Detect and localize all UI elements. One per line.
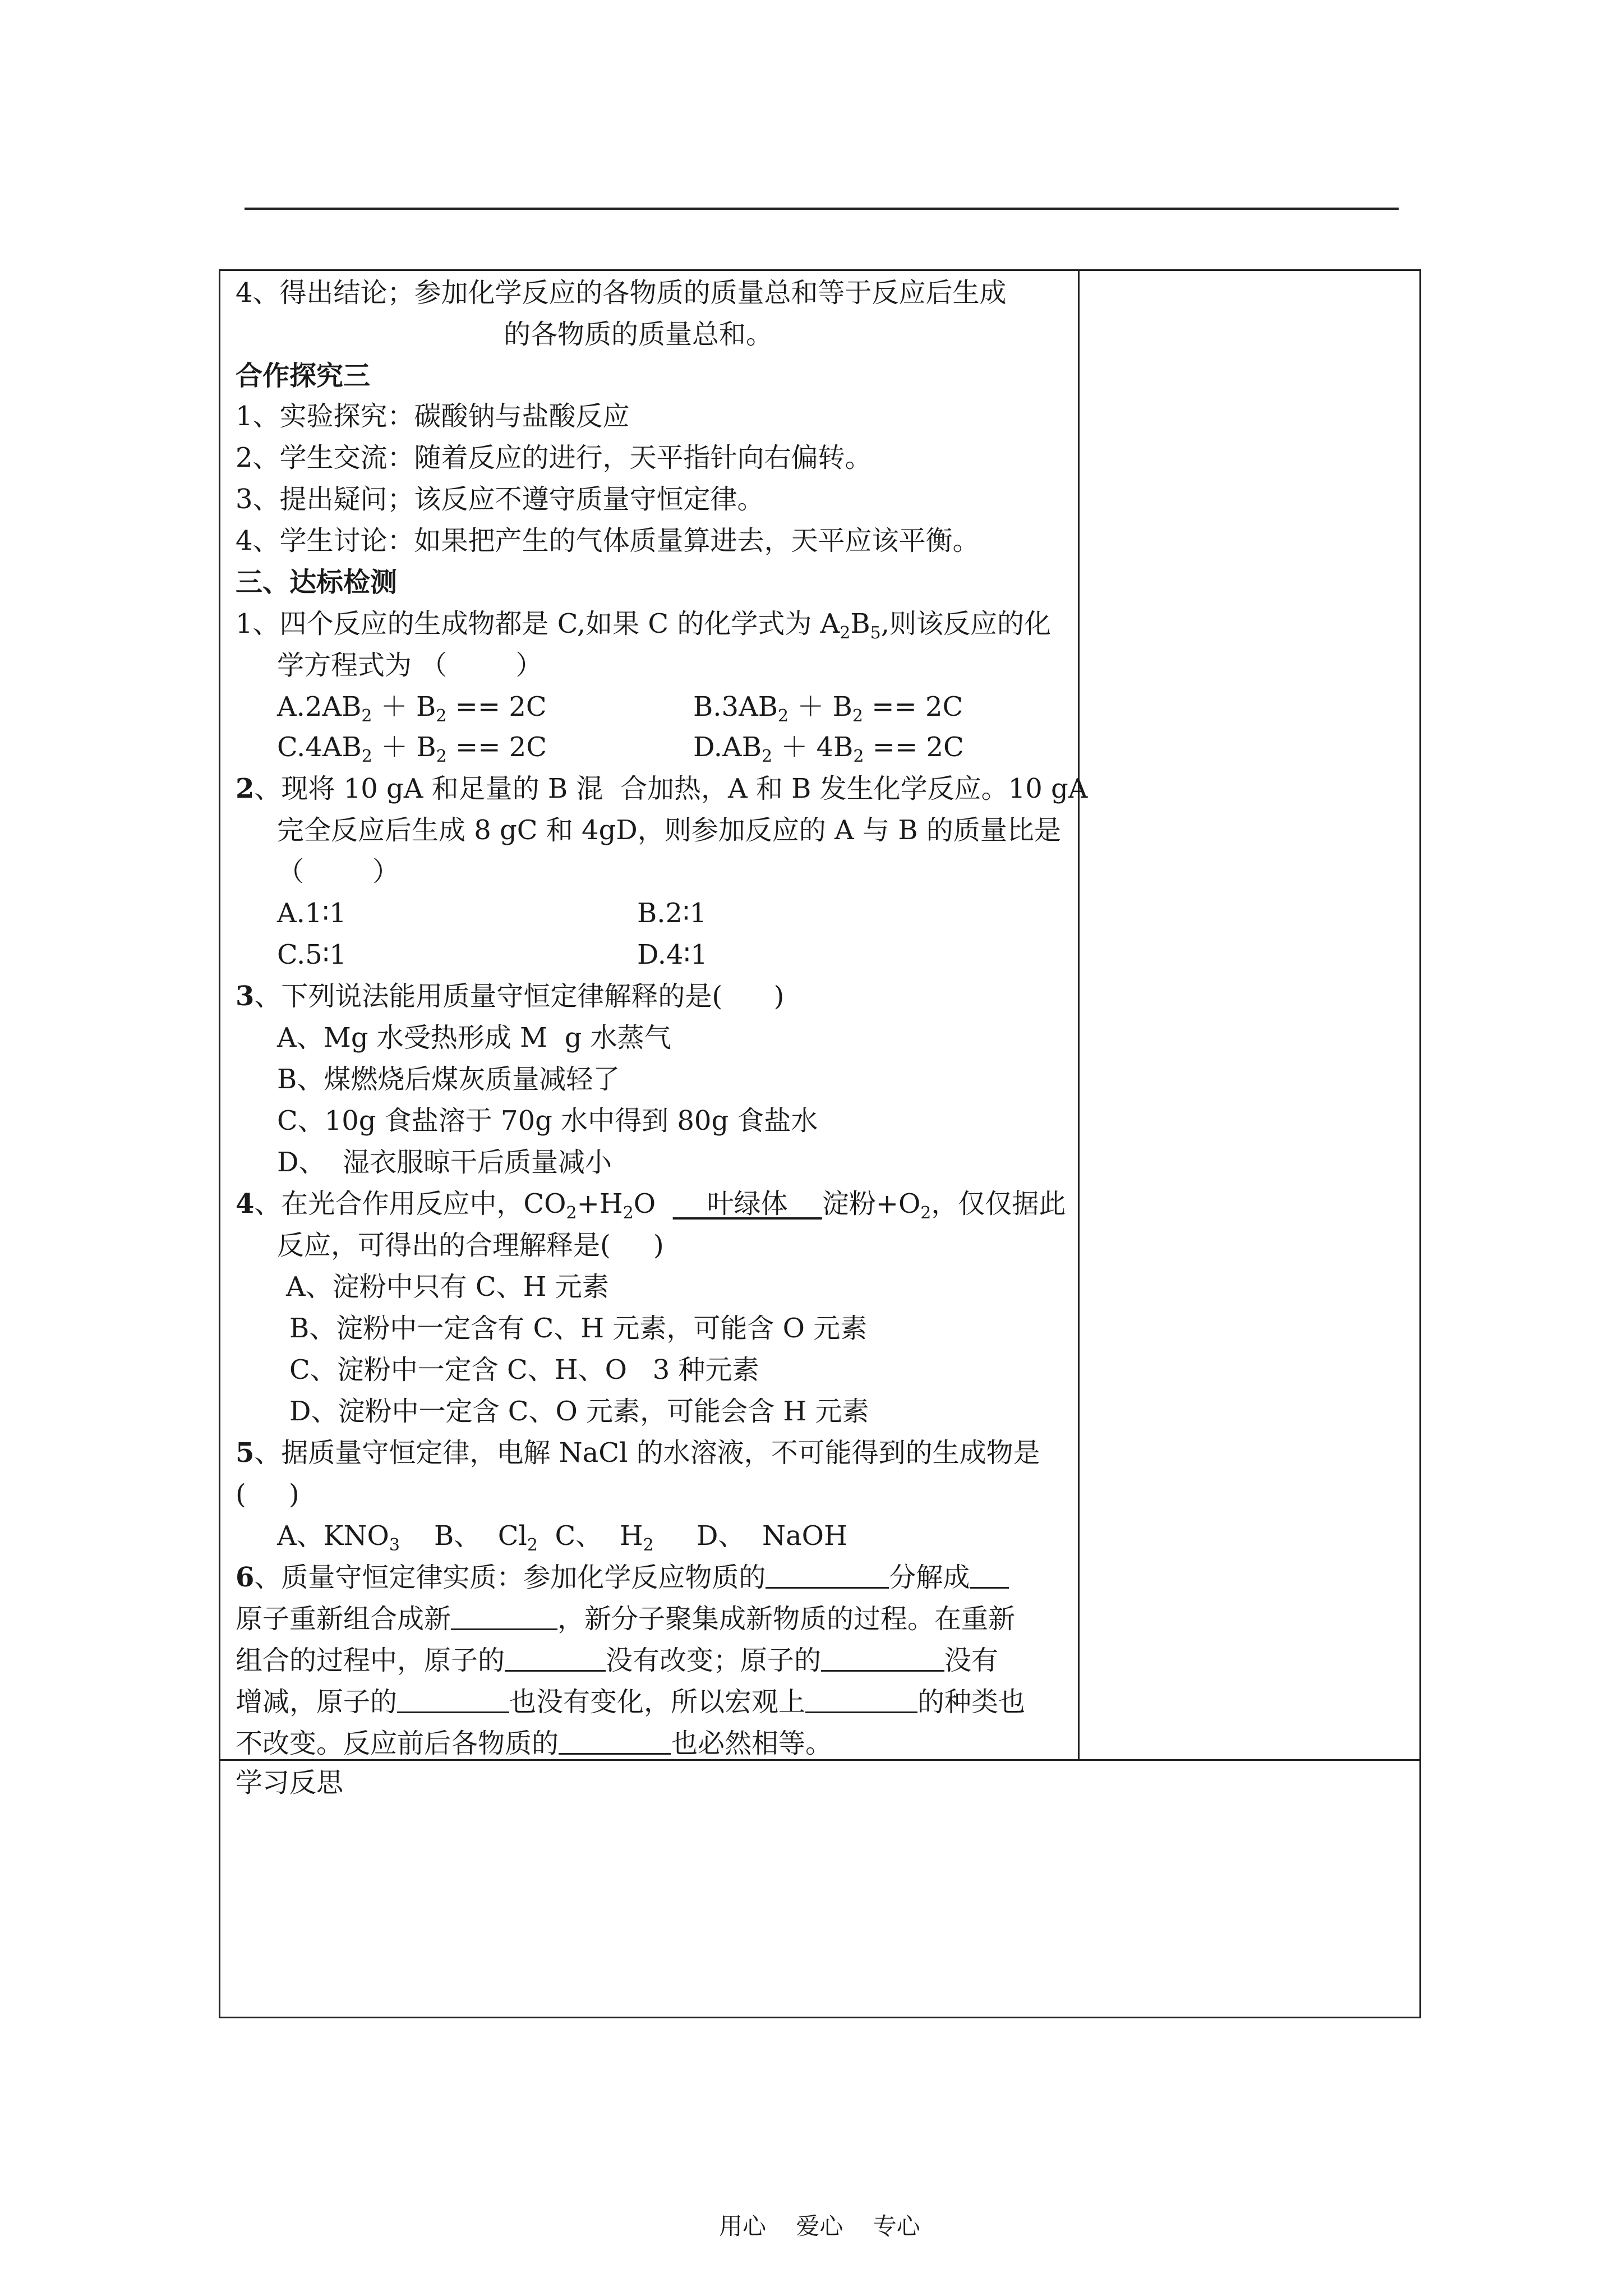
q4-option-b: B、淀粉中一定含有 C、H 元素，可能含 O 元素 <box>289 1313 868 1344</box>
coop-item-3: 3、提出疑问；该反应不遵守质量守恒定律。 <box>236 484 764 515</box>
q3-stem: 3、下列说法能用质量守恒定律解释的是( ) <box>236 981 785 1012</box>
fill-blank[interactable] <box>970 1562 1009 1589</box>
q6-line-5: 不改变。反应前后各物质的 也必然相等。 <box>236 1728 833 1759</box>
q4-stem-line-1: 4、在光合作用反应中，$CO_2+H_2O$ 叶绿体 淀粉$+O_2$，仅仅据此 <box>236 1188 1066 1223</box>
fill-blank[interactable] <box>559 1728 671 1755</box>
page-footer: 用心 爱心 专心 <box>719 2212 920 2240</box>
reaction-condition: 叶绿体 <box>672 1188 822 1220</box>
fill-blank[interactable] <box>821 1645 944 1672</box>
q5-stem-line-1: 5、据质量守恒定律，电解 NaCl 的水溶液，不可能得到的生成物是 <box>236 1437 1040 1469</box>
table-column-divider <box>1078 269 1080 1760</box>
q3-option-d: D、 湿衣服晾干后质量减小 <box>277 1147 612 1178</box>
fill-blank[interactable] <box>505 1645 606 1672</box>
q3-option-b: B、煤燃烧后煤灰质量减轻了 <box>277 1064 620 1095</box>
coop-item-1: 1、实验探究：碳酸钠与盐酸反应 <box>236 401 630 432</box>
q5-stem-line-2: ( ) <box>236 1479 299 1510</box>
q1-option-a: $A.2AB_2 + B_2 == 2C$ <box>277 691 547 726</box>
q6-line-1: 6、质量守恒定律实质：参加化学反应物质的 分解成 <box>236 1561 1009 1594</box>
q6-line-2: 原子重新组合成新 ，新分子聚集成新物质的过程。在重新 <box>236 1603 1016 1635</box>
q1-stem-line-2: 学方程式为 （ ） <box>277 650 543 681</box>
q1-stem-line-1: 1、四个反应的生成物都是 C,如果 C 的化学式为 $A_2B_5$,则该反应的化 <box>236 608 1051 643</box>
q4-stem-line-2: 反应，可得出的合理解释是( ) <box>277 1230 664 1261</box>
q3-option-a: A、Mg 水受热形成 M g 水蒸气 <box>277 1022 671 1053</box>
q2-option-c: C.5∶1 <box>277 939 347 970</box>
fill-blank[interactable] <box>397 1687 509 1713</box>
fill-blank[interactable] <box>805 1687 917 1713</box>
q2-option-b: B.2∶1 <box>637 898 707 929</box>
fill-blank[interactable] <box>451 1604 557 1630</box>
reflection-label: 学习反思 <box>236 1767 344 1798</box>
q6-line-4: 增减，原子的 也没有变化，所以宏观上 的种类也 <box>236 1686 1026 1718</box>
q2-stem-line-3: （ ） <box>277 856 400 887</box>
fill-blank[interactable] <box>766 1562 889 1589</box>
q4-option-c: C、淀粉中一定含 C、H、O 3 种元素 <box>289 1354 759 1386</box>
header-rule <box>245 208 1399 210</box>
coop-item-2: 2、学生交流：随着反应的进行，天平指针向右偏转。 <box>236 442 872 473</box>
q1-option-d: $D.AB_2 + 4B_2 == 2C$ <box>693 731 964 766</box>
section-title: 三、达标检测 <box>236 567 398 598</box>
q2-option-d: D.4∶1 <box>637 939 708 970</box>
q6-line-3: 组合的过程中，原子的 没有改变；原子的 没有 <box>236 1645 999 1676</box>
q2-option-a: A.1∶1 <box>277 898 347 929</box>
q5-options: A、$KNO_3$ B、 $Cl_2$ C、 $H_2$ D、 NaOH <box>277 1520 847 1555</box>
q4-option-a: A、淀粉中只有 C、H 元素 <box>286 1271 609 1303</box>
coop-section-title: 合作探究三 <box>236 360 371 392</box>
q2-stem-line-1: 2、现将 10 gA 和足量的 B 混 合加热，A 和 B 发生化学反应。10 gA <box>236 773 1088 804</box>
q2-stem-line-2: 完全反应后生成 8 gC 和 4gD，则参加反应的 A 与 B 的质量比是 <box>277 815 1061 846</box>
q3-option-c: C、10g 食盐溶于 70g 水中得到 80g 食盐水 <box>277 1105 818 1137</box>
conclusion-line-1: 4、得出结论；参加化学反应的各物质的质量总和等于反应后生成 <box>236 277 1007 309</box>
q4-option-d: D、淀粉中一定含 C、O 元素，可能会含 H 元素 <box>289 1396 869 1427</box>
coop-item-4: 4、学生讨论：如果把产生的气体质量算进去，天平应该平衡。 <box>236 525 980 556</box>
q1-option-b: $B.3AB_2 + B_2 == 2C$ <box>693 691 963 726</box>
conclusion-line-2: 的各物质的质量总和。 <box>504 319 773 350</box>
q1-option-c: $C.4AB_2 + B_2 == 2C$ <box>277 731 547 766</box>
